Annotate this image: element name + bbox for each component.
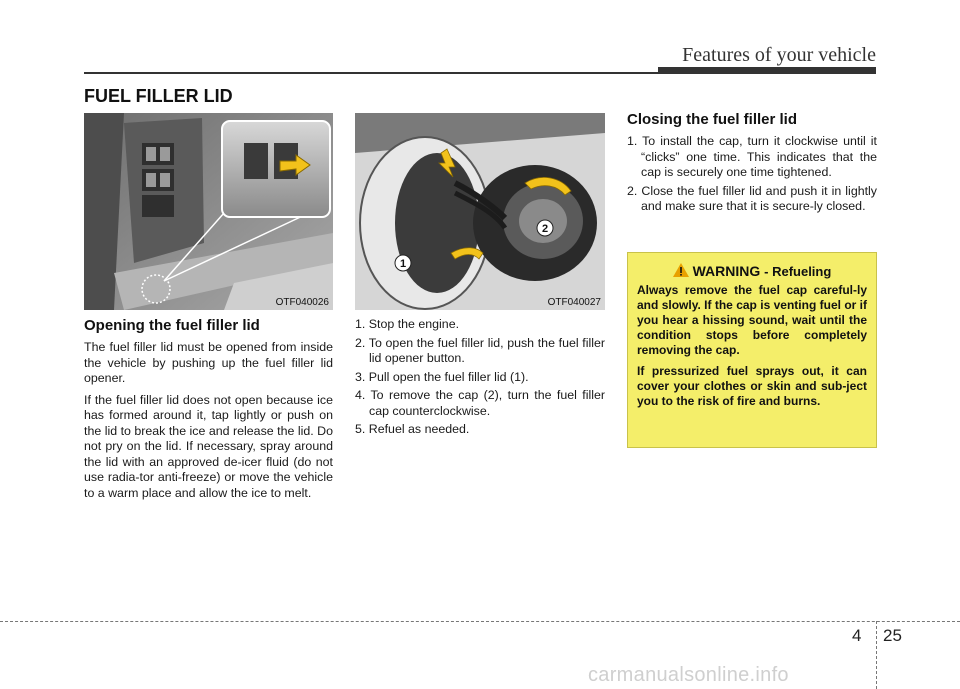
page-number: 25 bbox=[883, 626, 902, 645]
header-rule bbox=[84, 72, 876, 74]
opening-steps bbox=[355, 317, 605, 441]
footer-rule bbox=[0, 621, 960, 622]
step-item: 4. To remove the cap (2), turn the fuel filler cap counterclockwise. bbox=[355, 388, 605, 418]
opening-paragraph: If the fuel filler lid does not open because ice has formed around it, tap lightly or push on the lid to break the ice and release the lid. Do not pry on the lid. If necessary, spray around the lid with an approved de-icer fluid (do not use radia-tor anti-freeze) or move the vehicle to a warm place and allow the ice to melt. bbox=[84, 392, 333, 500]
step-item: 5. Refuel as needed. bbox=[355, 422, 470, 436]
step-item: 2. To open the fuel filler lid, push the fuel filler lid opener button. bbox=[355, 335, 605, 365]
watermark: carmanualsonline.info bbox=[588, 664, 789, 686]
callout-1: 1 bbox=[399, 258, 407, 270]
fuel-cap-figure bbox=[355, 113, 605, 310]
step-item: 1. Stop the engine. bbox=[355, 317, 460, 331]
warning-paragraph: If pressurized fuel sprays out, it can cover your clothes or skin and sub-ject you to the risk of fire and burns. bbox=[637, 364, 867, 408]
opening-section bbox=[84, 317, 333, 507]
opening-heading: Opening the fuel filler lid bbox=[84, 317, 260, 334]
door-switch-figure bbox=[84, 113, 333, 310]
step-item: 3. Pull open the fuel filler lid (1). bbox=[355, 369, 529, 384]
header-title: Features of your vehicle bbox=[682, 44, 876, 66]
warning-triangle-icon bbox=[673, 263, 689, 277]
warning-box bbox=[627, 252, 877, 448]
closing-section bbox=[627, 111, 877, 218]
warning-paragraph: Always remove the fuel cap careful-ly and slowly. If the cap is venting fuel or if you hear a hissing sound, wait until the condition stops before completely removing the cap. bbox=[637, 283, 867, 357]
warning-heading bbox=[637, 263, 867, 279]
opening-paragraph: The fuel filler lid must be opened from inside the vehicle by pushing up the fuel filler lid opener. bbox=[84, 340, 333, 385]
warning-subtitle: - Refueling bbox=[764, 264, 832, 279]
callout-2: 2 bbox=[541, 223, 549, 235]
closing-step: 1. To install the cap, turn it clockwise until it “clicks” one time. This indicates that the cap is securely one time tightened. bbox=[627, 134, 877, 179]
closing-step: 2. Close the fuel filler lid and push it in lightly and make sure that it is secure-ly closed. bbox=[627, 183, 877, 213]
fuel-cap-illustration bbox=[355, 113, 605, 310]
figure-code: OTF040027 bbox=[547, 297, 601, 308]
door-switch-illustration bbox=[84, 113, 333, 310]
footer-divider bbox=[876, 621, 877, 689]
chapter-number: 4 bbox=[852, 626, 862, 645]
figure-code: OTF040026 bbox=[275, 297, 329, 308]
warning-label: WARNING bbox=[692, 263, 761, 279]
section-title: FUEL FILLER LID bbox=[84, 86, 233, 106]
closing-heading: Closing the fuel filler lid bbox=[627, 111, 798, 128]
